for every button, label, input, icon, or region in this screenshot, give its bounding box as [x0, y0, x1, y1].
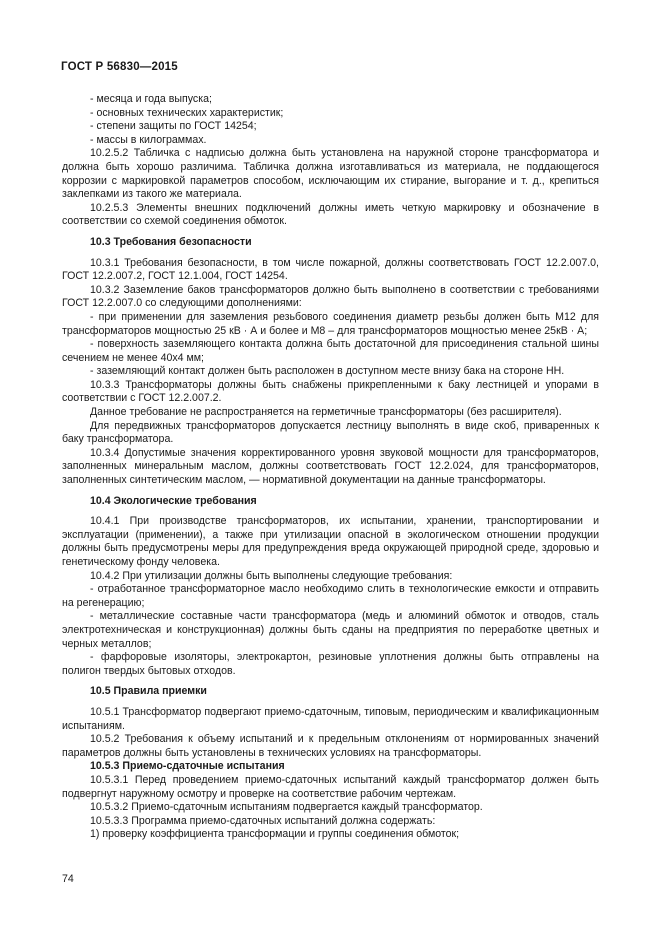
list-item: - при применении для заземления резьбового соединения диаметр резьбы должен быть М12 для трансформаторов мощностью 25 кВ · А и более и М8 – для трансформаторов мощностью менее 25кВ · А; [62, 310, 599, 337]
list-item: 1) проверку коэффициента трансформации и группы соединения обмоток; [90, 828, 460, 841]
list-item: - месяца и года выпуска; [90, 93, 212, 105]
section-heading: 10.4 Экологические требования [90, 494, 257, 507]
paragraph: 10.5.2 Требования к объему испытаний и к предельным отклонениям от нормированных значений параметров должны быть установлены в технических условиях на трансформаторы. [62, 733, 599, 759]
list-item: - металлические составные части трансформатора (медь и алюминий обмоток и отводов, сталь электротехническая и конструкционная) должны быть сданы на предприятия по переработке цветных и черных металлов; [62, 610, 599, 650]
list-item: - основных технических характеристик; [90, 106, 284, 119]
list-item: - отработанное трансформаторное масло необходимо слить в технологические емкости и отправить на регенерацию; [62, 583, 599, 609]
list-item: - заземляющий контакт должен быть расположен в доступном месте внизу бака на стороне НН. [90, 365, 565, 378]
section-heading: 10.5 Правила приемки [90, 685, 207, 698]
paragraph: 10.3.1 Требования безопасности, в том числе пожарной, должны соответствовать ГОСТ 12.2.007.0, ГОСТ 12.2.007.2, ГОСТ 12.1.004, ГОСТ 14254. [62, 256, 599, 283]
subsection-heading: 10.5.3 Приемо-сдаточные испытания [90, 760, 285, 773]
paragraph: 10.4.2 При утилизации должны быть выполнены следующие требования: [90, 569, 453, 582]
page-number: 74 [62, 873, 74, 885]
paragraph: 10.2.5.3 Элементы внешних подключений должны иметь четкую маркировку и обозначение в соответствии со схемой соединения обмоток. [62, 201, 599, 228]
paragraph: 10.3.3 Трансформаторы должны быть снабжены прикрепленными к баку лестницей и упорами в соответствии с ГОСТ 12.2.007.2. [62, 378, 599, 405]
paragraph: 10.2.5.2 Табличка с надписью должна быть установлена на наружной стороне трансформатора и должна быть хорошо различима. Табличка должна изготавливаться из материала, не поддающегося коррозии с маркировкой параметров способом, исключающим их стирание, выгорание и т. д., крепиться заклепками из такого же материала. [62, 147, 599, 201]
paragraph: Для передвижных трансформаторов допускается лестницу выполнять в виде скоб, приваренных к баку трансформатора. [62, 419, 599, 446]
section-heading: 10.3 Требования безопасности [90, 235, 252, 248]
document-body [62, 93, 599, 842]
list-item: - фарфоровые изоляторы, электрокартон, резиновые уплотнения должны быть отправлены на полигон твердых бытовых отходов. [62, 651, 599, 677]
document-header: ГОСТ Р 56830—2015 [61, 61, 178, 73]
paragraph: 10.3.4 Допустимые значения корректированного уровня звуковой мощности для трансформаторов, заполненных минеральным маслом, должны соответствовать ГОСТ 12.2.024, для трансформаторов, заполненных синтетическим маслом, — нормативной документации на данные трансформаторы. [62, 446, 599, 487]
paragraph: 10.3.2 Заземление баков трансформаторов должно быть выполнено в соответствии с требованиями ГОСТ 12.2.007.0 со следующими дополнениями: [62, 283, 599, 310]
paragraph: 10.4.1 При производстве трансформаторов, их испытании, хранении, транспортировании и эксплуатации (применении), а также при утилизации опасной в экологическом отношении продукции должны быть предусмотрены меры для предупреждения вреда окружающей природной среде, здоровью и генетическому фонду человека. [62, 515, 599, 568]
paragraph: 10.5.3.2 Приемо-сдаточным испытаниям подвергается каждый трансформатор. [90, 801, 483, 814]
paragraph: 10.5.1 Трансформатор подвергают приемо-сдаточным, типовым, периодическим и квалификационным испытаниям. [62, 705, 599, 732]
paragraph: 10.5.3.1 Перед проведением приемо-сдаточных испытаний каждый трансформатор должен быть подвергнут наружному осмотру и проверке на соответствие рабочим чертежам. [62, 773, 599, 800]
list-item: - поверхность заземляющего контакта должна быть достаточной для присоединения стальной шины сечением не менее 40х4 мм; [62, 338, 599, 364]
list-item: - массы в килограммах. [90, 133, 207, 146]
paragraph: 10.5.3.3 Программа приемо-сдаточных испытаний должна содержать: [90, 814, 436, 827]
paragraph: Данное требование не распространяется на герметичные трансформаторы (без расширителя). [90, 406, 562, 419]
list-item: - степени защиты по ГОСТ 14254; [90, 120, 257, 133]
